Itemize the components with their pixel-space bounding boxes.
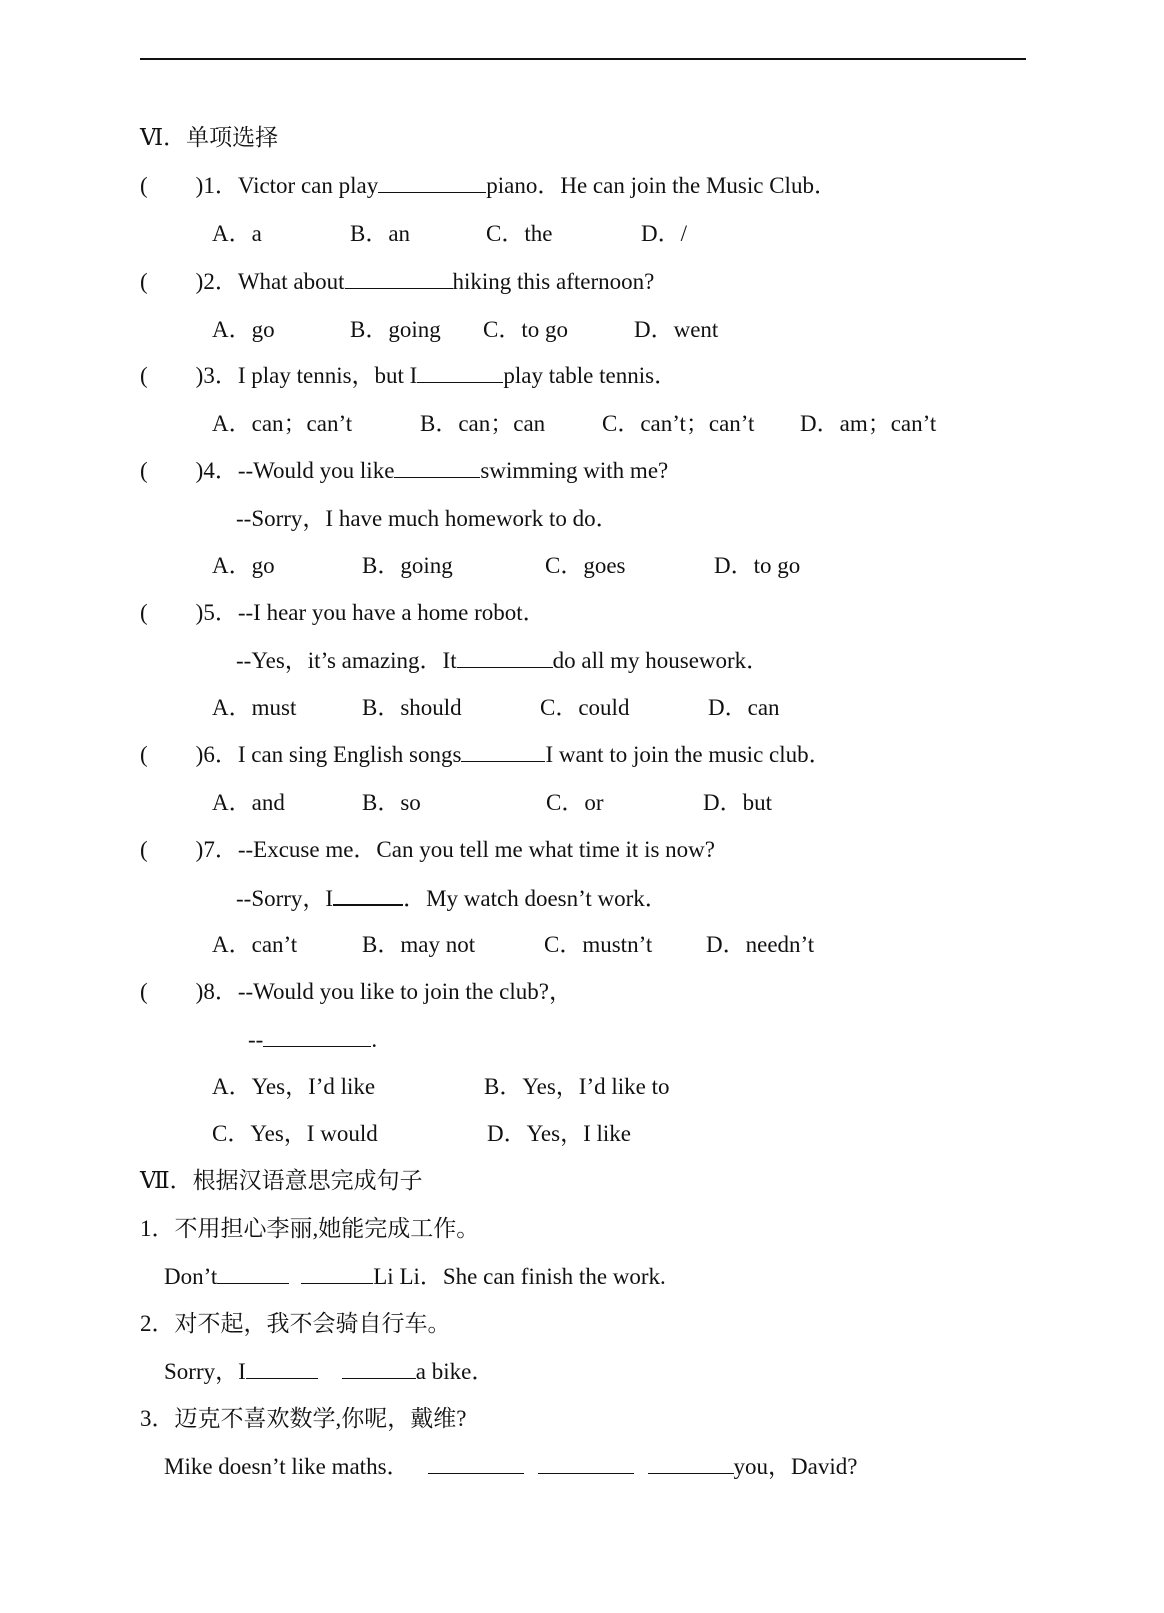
question-text: --Would you like (237, 458, 395, 483)
paren-open: ( (140, 837, 148, 862)
question-number: )8． (195, 979, 238, 1004)
question-number: )5． (195, 600, 238, 625)
question-8 (140, 978, 572, 1006)
option-b: B．should (362, 695, 462, 720)
question-text: piano．He can join the Music Club． (486, 173, 837, 198)
question-text: Victor can play (237, 173, 379, 198)
option-c: C．could (540, 695, 630, 720)
answer-blank[interactable] (345, 268, 453, 289)
paren-open: ( (140, 600, 148, 625)
paren-open: ( (140, 363, 148, 388)
question-6 (140, 741, 832, 769)
option-a: A．Yes，I’d like (212, 1074, 376, 1099)
option-a: A．can；can’t (212, 411, 353, 436)
translation-sentence-3 (164, 1453, 857, 1481)
paren-open: ( (140, 742, 148, 767)
reply-text: . (371, 1027, 378, 1052)
question-number: )7． (195, 837, 238, 862)
paren-open: ( (140, 173, 148, 198)
option-a: A．and (212, 790, 285, 815)
question-reply: --Sorry，I have much homework to do． (236, 506, 619, 531)
translation-sentence-1 (164, 1263, 666, 1291)
question-text: hiking this afternoon? (452, 269, 655, 294)
question-text: What about (237, 269, 345, 294)
option-d: D．needn’t (706, 932, 815, 957)
option-c: C．to go (483, 317, 568, 342)
question-4 (140, 457, 668, 485)
question-3 (140, 362, 677, 390)
option-c: C．goes (545, 553, 626, 578)
question-number: )4． (195, 458, 238, 483)
question-reply (236, 647, 769, 675)
question-text: play table tennis． (503, 363, 678, 388)
sentence-text: Sorry，I (164, 1359, 246, 1384)
option-d: D．/ (641, 221, 687, 246)
option-d: D．am；can’t (800, 411, 937, 436)
answer-blank[interactable] (217, 1263, 289, 1284)
reply-text: --Sorry，I (236, 886, 334, 911)
section-6-heading: Ⅵ．单项选择 (140, 125, 279, 150)
sentence-text: Li Li．She can finish the work. (373, 1264, 666, 1289)
question-number: )2． (195, 269, 238, 294)
option-d: D．Yes，I like (487, 1121, 631, 1146)
option-b: B．Yes，I’d like to (484, 1074, 670, 1099)
question-number: )1． (195, 173, 238, 198)
answer-blank[interactable] (428, 1453, 524, 1474)
option-d: D．can (708, 695, 780, 720)
reply-text: ．My watch doesn’t work． (403, 886, 668, 911)
option-c: C．or (546, 790, 604, 815)
question-text: swimming with me? (480, 458, 669, 483)
option-c: C．Yes，I would (212, 1121, 378, 1146)
answer-blank[interactable] (342, 1358, 416, 1379)
question-2 (140, 268, 654, 296)
answer-blank[interactable] (394, 457, 480, 478)
sentence-text: Don’t (164, 1264, 218, 1289)
answer-blank[interactable] (301, 1263, 373, 1284)
paren-open: ( (140, 458, 148, 483)
reply-text: -- (248, 1027, 264, 1052)
sentence-text: Mike doesn’t like maths． (164, 1454, 410, 1479)
paren-open: ( (140, 269, 148, 294)
question-text: I want to join the music club． (545, 742, 832, 767)
question-text: --Excuse me．Can you tell me what time it is now? (237, 837, 715, 862)
question-number: )3． (195, 363, 238, 388)
question-reply (236, 884, 668, 913)
section-7-heading: Ⅶ．根据汉语意思完成句子 (140, 1168, 423, 1193)
option-a: A．go (212, 553, 275, 578)
option-b: B．so (362, 790, 421, 815)
question-number: )6． (195, 742, 238, 767)
option-b: B．going (350, 317, 441, 342)
question-text: --Would you like to join the club?， (237, 979, 572, 1004)
option-b: B．may not (362, 932, 476, 957)
paren-open: ( (140, 979, 148, 1004)
translation-prompt-2: 2．对不起，我不会骑自行车。 (140, 1311, 451, 1336)
reply-text: do all my housework． (552, 648, 770, 673)
option-d: D．went (634, 317, 719, 342)
option-d: D．but (703, 790, 772, 815)
translation-sentence-2 (164, 1358, 494, 1386)
option-a: A．go (212, 317, 275, 342)
answer-blank[interactable] (333, 884, 403, 906)
option-c: C．the (486, 221, 553, 246)
question-text: --I hear you have a home robot． (237, 600, 546, 625)
question-text: I play tennis，but I (237, 363, 418, 388)
option-d: D．to go (714, 553, 801, 578)
option-a: A．a (212, 221, 262, 246)
question-text: I can sing English songs (237, 742, 462, 767)
answer-blank[interactable] (378, 172, 486, 193)
option-c: C．mustn’t (544, 932, 653, 957)
option-b: B．can；can (420, 411, 546, 436)
answer-blank[interactable] (263, 1026, 371, 1047)
option-c: C．can’t；can’t (602, 411, 755, 436)
question-reply (248, 1026, 377, 1054)
question-1 (140, 172, 837, 200)
translation-prompt-3: 3．迈克不喜欢数学,你呢，戴维? (140, 1406, 467, 1431)
answer-blank[interactable] (457, 647, 553, 668)
translation-prompt-1: 1．不用担心李丽,她能完成工作。 (140, 1216, 480, 1241)
reply-text: --Yes，it’s amazing．It (236, 648, 457, 673)
answer-blank[interactable] (461, 741, 545, 762)
header-rule (140, 58, 1026, 60)
question-5 (140, 599, 546, 627)
sentence-text: you，David? (733, 1454, 858, 1479)
answer-blank[interactable] (648, 1453, 734, 1474)
option-b: B．going (362, 553, 453, 578)
answer-blank[interactable] (417, 362, 503, 383)
answer-blank[interactable] (246, 1358, 318, 1379)
option-b: B．an (350, 221, 411, 246)
option-a: A．must (212, 695, 297, 720)
question-7 (140, 836, 715, 864)
sentence-text: a bike． (415, 1359, 495, 1384)
answer-blank[interactable] (538, 1453, 634, 1474)
option-a: A．can’t (212, 932, 298, 957)
